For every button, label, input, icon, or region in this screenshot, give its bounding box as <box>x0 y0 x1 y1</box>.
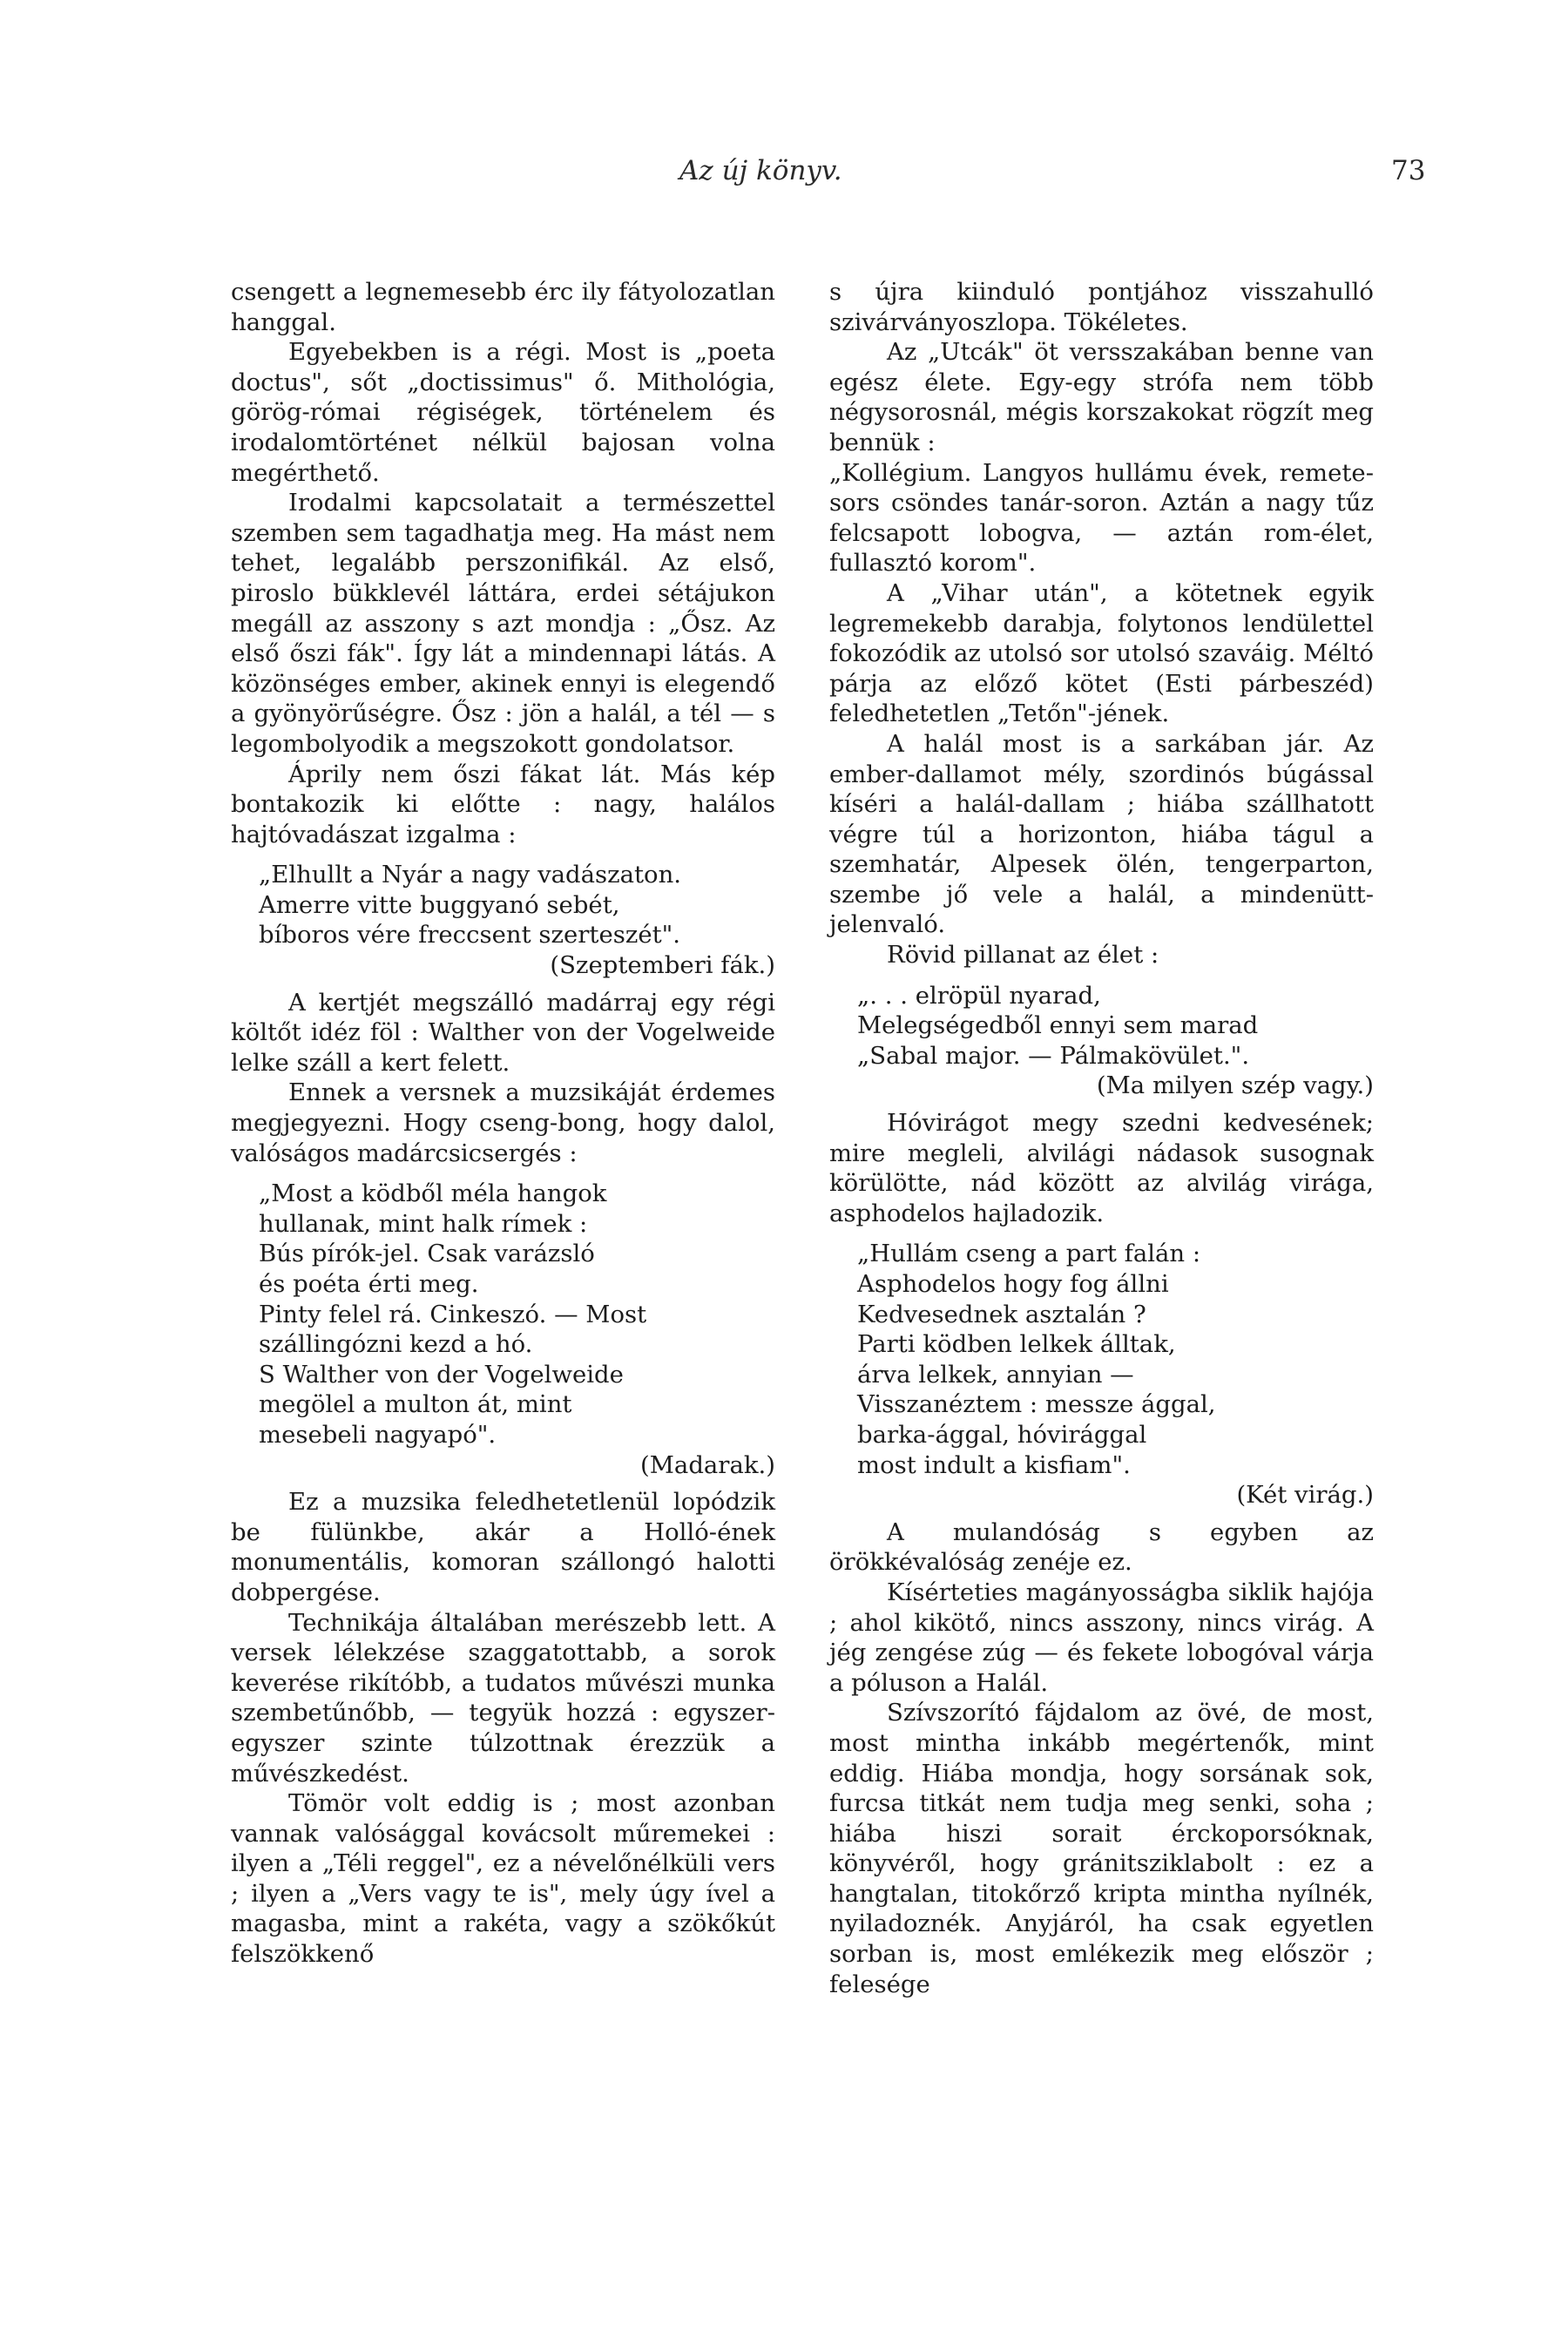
poem-line: Asphodelos hogy fog állni <box>857 1270 1169 1298</box>
poem-quote <box>829 981 1374 1071</box>
poem-line: Kedvesednek asztalán ? <box>857 1300 1146 1328</box>
paragraph: Ennek a versnek a muzsikáját érdemes megjegyezni. Hogy cseng-bong, hogy dalol, valóságos madárcsicsergés : <box>231 1078 775 1167</box>
poem-line: most indult a kisfiam". <box>857 1450 1131 1479</box>
poem-line: és poéta érti meg. <box>259 1270 479 1298</box>
right-column <box>829 277 1374 1999</box>
paragraph: Egyebekben is a régi. Most is „poeta doctus", sőt „doctissimus" ő. Mithológia, görög-római régiségek, történelem és irodalomtörténet nélkül bajosan volna megérthető. <box>231 338 775 487</box>
paragraph: Tömör volt eddig is ; most azonban vannak valósággal kovácsolt műremekei : ilyen a „Téli reggel", ez a névelőnélküli vers ; ilyen a „Vers vagy te is", mely úgy ível a magasba, mint a rakéta, vagy a szökőkút felszökkenő <box>231 1789 775 1969</box>
poem-line: S Walther von der Vogelweide <box>259 1360 624 1389</box>
poem-line: mesebeli nagyapó". <box>259 1420 497 1449</box>
poem-line: Amerre vitte buggyanó sebét, <box>259 890 620 919</box>
paragraph: A mulandóság s egyben az örökkévalóság zenéje ez. <box>829 1517 1374 1577</box>
running-title: Az új könyv. <box>679 155 842 186</box>
poem-line: bíboros vére freccsent szerteszét". <box>259 921 681 950</box>
paragraph: Hóvirágot megy szedni kedvesének; mire megleli, alvilági nádasok susognak körülötte, nád között az alvilág virága, asphodelos hajladozik. <box>829 1109 1374 1227</box>
paragraph: csengett a legnemesebb érc ily fátyolozatlan hanggal. <box>231 278 775 336</box>
poem-source: (Két virág.) <box>1236 1481 1374 1510</box>
poem-line: Melegségedből ennyi sem marad <box>857 1011 1259 1040</box>
poem-line: „Most a ködből méla hangok <box>259 1179 607 1208</box>
poem-quote <box>231 860 775 950</box>
poem-line: árva lelkek, annyian — <box>857 1360 1134 1389</box>
paragraph: Az „Utcák" öt versszakában benne van egész élete. Egy-egy strófa nem több négysorosnál, mégis korszakokat rögzít meg bennük : <box>829 338 1374 456</box>
poem-source: (Madarak.) <box>640 1450 775 1479</box>
poem-line: megölel a multon át, mint <box>259 1390 572 1419</box>
poem-quote <box>231 1179 775 1450</box>
poem-source: (Szeptemberi fák.) <box>550 951 775 980</box>
poem-line: Pinty felel rá. Cinkeszó. — Most <box>259 1300 647 1328</box>
paragraph: Irodalmi kapcsolatait a természettel szemben sem tagadhatja meg. Ha mást nem tehet, legalább perszonifikál. Az első, piroslo bükklevél láttára, erdei sétájukon megáll az asszony s azt mondja : „Ősz. Az első őszi fák". Így lát a mindennapi látás. A közönséges ember, akinek ennyi is elegendő a gyönyörűségre. Ősz : jön a halál, a tél — s legombolyodik a megszokott gondolatsor. <box>231 489 775 758</box>
poem-line: barka-ággal, hóvirággal <box>857 1420 1147 1449</box>
paragraph: A halál most is a sarkában jár. Az ember-dallamot mély, szordinós búgással kíséri a halál-dallam ; hiába szállhatott végre túl a horizonton, hiába tágul a szemhatár, Alpesek ölén, tengerparton, szembe jő vele a halál, a mindenütt-jelenvaló. <box>829 729 1374 939</box>
poem-line: „Sabal major. — Pálmakövület.". <box>857 1041 1250 1070</box>
paragraph: Technikája általában merészebb lett. A versek lélekzése szaggatottabb, a sorok keverése rikítóbb, a tudatos művészi munka szembetűnőbb, — tegyük hozzá : egyszer-egyszer szinte túlzottnak érezzük a művészkedést. <box>231 1608 775 1788</box>
paragraph: Rövid pillanat az élet : <box>887 941 1159 970</box>
page-number: 73 <box>1391 155 1426 186</box>
poem-source: (Ma milyen szép vagy.) <box>1096 1071 1374 1100</box>
poem-line: Bús pírók-jel. Csak varázsló <box>259 1240 595 1268</box>
poem-quote <box>829 1239 1374 1480</box>
poem-line: hullanak, mint halk rímek : <box>259 1209 588 1238</box>
paragraph: Szívszorító fájdalom az övé, de most, most mintha inkább megértenők, mint eddig. Hiába mondja, hogy sorsának sok, furcsa titkát nem tudja meg senki, soha ; hiába hiszi sorait érckoporsóknak, könyvéről, hogy gránitsziklabolt : ez a hangtalan, titokőrző kripta mintha nyílnék, nyiladoznék. Anyjáról, ha csak egyetlen sorban is, most emlékezik meg először ; felesége <box>829 1699 1374 1998</box>
poem-line: „Hullám cseng a part falán : <box>857 1240 1201 1268</box>
paragraph: Kísérteties magányosságba siklik hajója ; ahol kikötő, nincs asszony, nincs virág. A jég zengése zúg — és fekete lobogóval várja a póluson a Halál. <box>829 1578 1374 1697</box>
paragraph: s újra kiinduló pontjához visszahulló szivárványoszlopa. Tökéletes. <box>829 278 1374 336</box>
poem-line: „. . . elröpül nyarad, <box>857 981 1101 1010</box>
poem-line: Parti ködben lelkek álltak, <box>857 1330 1176 1359</box>
paragraph: Ez a muzsika feledhetetlenül lopódzik be fülünkbe, akár a Holló-ének monumentális, komoran szállongó halotti dobpergése. <box>231 1488 775 1606</box>
paragraph: A „Vihar után", a kötetnek egyik legremekebb darabja, folytonos lendülettel fokozódik az utolsó sor utolsó szaváig. Méltó párja az előző kötet (Esti párbeszéd) feledhetetlen „Tetőn"-jének. <box>829 578 1374 728</box>
paragraph: A kertjét megszálló madárraj egy régi költőt idéz föl : Walther von der Vogelweide lelke száll a kert felett. <box>231 988 775 1077</box>
left-column <box>231 277 775 1970</box>
paragraph: Áprily nem őszi fákat lát. Más kép bontakozik ki előtte : nagy, halálos hajtóvadászat izgalma : <box>231 760 775 848</box>
page-header <box>0 155 1568 199</box>
poem-line: „Elhullt a Nyár a nagy vadászaton. <box>259 861 682 889</box>
poem-line: Visszanéztem : messze ággal, <box>857 1390 1216 1419</box>
quoted-passage: „Kollégium. Langyos hullámu évek, remete-sors csöndes tanár-soron. Aztán a nagy tűz felcsapott lobogva, — aztán rom-élet, fullasztó korom". <box>829 458 1374 578</box>
poem-line: szállingózni kezd a hó. <box>259 1330 533 1359</box>
